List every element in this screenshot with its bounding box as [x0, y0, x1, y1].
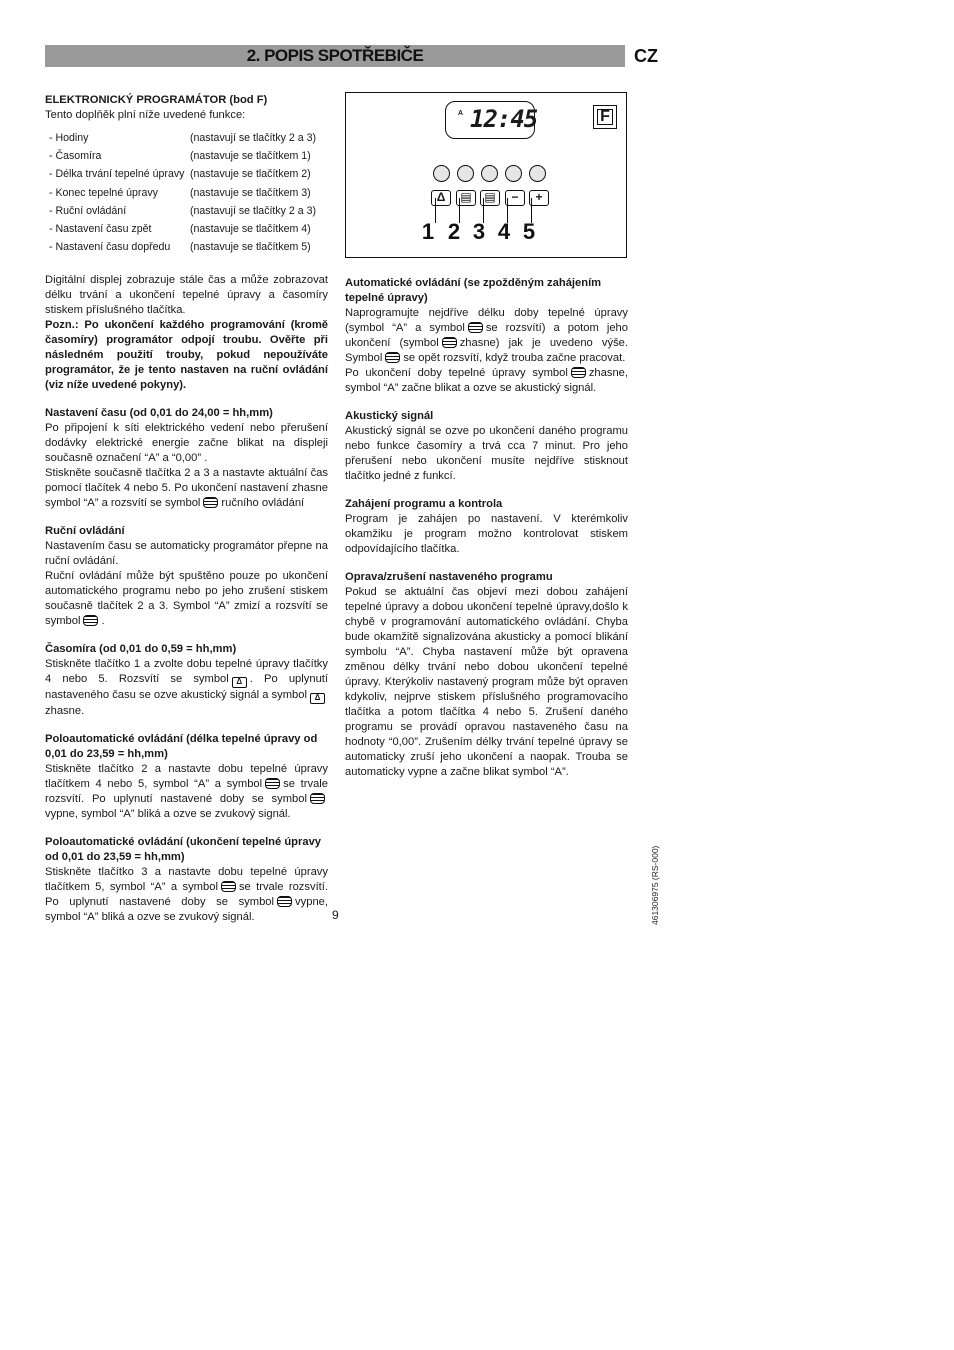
acoustic-section: [345, 409, 628, 484]
function-item: [49, 184, 328, 202]
button-number: 4: [497, 219, 511, 244]
document-code: 461306975 (RS-000): [650, 845, 660, 925]
button-number: 5: [522, 219, 536, 244]
oven-duration-icon: ▤: [456, 190, 476, 206]
time-setting-section: [45, 406, 328, 511]
text-run: se opět rozsvítí, když trouba začne pracovat.: [403, 352, 626, 364]
function-list: [49, 129, 328, 257]
auto-section: [345, 276, 628, 396]
semi-auto-end-p1: [45, 865, 328, 925]
timer-section: [45, 642, 328, 719]
start-section: [345, 497, 628, 557]
text-run: Stiskněte tlačítko 3 a nastavte dobu tepelné úpravy tlačítkem 5, symbol “A” a symbol: [45, 866, 328, 894]
function-name: - Nastavení času zpět: [49, 223, 152, 236]
section-header-bar: [45, 45, 625, 67]
section-title: 2. POPIS SPOTŘEBIČE: [246, 46, 424, 65]
text-run: vypne, symbol “A” bliká a ozve se zvukový signál.: [45, 896, 328, 924]
function-name: - Hodiny: [49, 131, 89, 144]
oven-icon: [442, 337, 457, 348]
intro-note: Pozn.: Po ukončení každého programování (kromě časomíry) programátor odpojí troubu. Ověřte při následném použití trouby, pokud nepoužíváte programátor, že je tento nastaven na ruční ovládání (viz níže uvedené pokyny).: [45, 319, 328, 392]
time-setting-p1: Po připojení k síti elektrického vedení nebo přerušení dodávky elektrické energie začne blikat na displeji současně označení “A” a “0,00” .: [45, 422, 328, 465]
bell-icon: [232, 677, 247, 688]
fix-section: [345, 570, 628, 780]
oven-icon: [83, 615, 98, 626]
button-3[interactable]: [481, 165, 498, 182]
semi-auto-duration-p1: [45, 762, 328, 822]
lcd-display: [445, 101, 538, 139]
text-run: Stiskněte současně tlačítka 2 a 3 a nastavte aktuální čas pomocí tlačítek 4 nebo 5. Po ukončení nastavení zhasne symbol “A” a rozsvítí se symbol: [45, 467, 328, 510]
text-run: . Po uplynutí nastaveného času se ozve akustický signál a symbol: [45, 673, 329, 702]
function-desc: (nastavuje se tlačítkem 4): [190, 223, 311, 236]
bell-icon: [310, 693, 325, 704]
text-run: Ruční ovládání může být spuštěno pouze po ukončení automatického programu nebo po jeho zrušení stiskem současně tlačítek 2 a 3. Symbol “A” zmizí a rozsvítí se symbol: [45, 570, 328, 628]
function-desc: (nastavují se tlačítky 2 a 3): [190, 131, 317, 144]
fix-p1: Pokud se aktuální čas objeví mezi dobou zahájení tepelné úpravy a dobou ukončení tepelné úpravy,došlo k chybě v programování automatického ovládání. Chyba bude okamžitě signalizována akusticky a pomocí blikání symbolu “A”. Chyba nastavení může být opravena změnou délky trvání nebo dobou ukončení tepelné úpravy. Kterýkoliv nastavený program může být opraven kdykoliv, nejprve stiskem příslušného programovacího tlačítka a potom tlačítka 4 nebo 5. Zrušení daného programu se provádí opravou nastaveného času na hodnoty “0,00”. Zrušením délky trvání tepelné úpravy se automaticky zruší jeho ukončení a naopak. Trouba se automaticky vypne a začne blikat symbol “A”.: [345, 586, 628, 778]
intro-lead: Tento doplňěk plní níže uvedené funkce:: [45, 109, 246, 121]
programmer-diagram: [345, 92, 627, 258]
plus-icon: +: [529, 190, 549, 206]
text-run: se trvale rozsvítí. Po uplynutí nastavené doby se symbol: [45, 778, 328, 806]
page-number: 9: [332, 908, 339, 922]
function-item: [49, 166, 328, 184]
function-desc: (nastavují se tlačítky 2 a 3): [190, 204, 317, 217]
semi-auto-end-heading: Poloautomatické ovládání (ukončení tepelné úpravy od 0,01 do 23,59 = hh,mm): [45, 836, 322, 864]
function-desc: (nastavuje se tlačítkem 1): [190, 149, 311, 162]
button-2[interactable]: [457, 165, 474, 182]
time-setting-p2: [45, 466, 328, 511]
minus-icon: −: [505, 190, 525, 206]
button-4[interactable]: [505, 165, 522, 182]
oven-icon: [571, 367, 586, 378]
start-p1: Program je zahájen po nastavení. V kterémkoliv okamžiku je program možno kontrolovat stiskem odpovídajícího tlačítka.: [345, 513, 628, 555]
function-item: [49, 147, 328, 165]
semi-auto-duration-heading: Poloautomatické ovládání (délka tepelné úpravy od 0,01 do 23,59 = hh,mm): [45, 733, 318, 761]
oven-end-icon: ▤: [480, 190, 500, 206]
button-number: 2: [447, 219, 461, 244]
text-run: se trvale rozsvítí. Po uplynutí nastavené doby se symbol: [45, 881, 329, 909]
button-5[interactable]: [529, 165, 546, 182]
left-column: [45, 93, 328, 938]
function-item: [49, 129, 328, 147]
text-run: Naprogramujte nejdříve délku doby tepelné úpravy (symbol “A” a symbol: [345, 307, 628, 334]
oven-icon: [221, 881, 236, 892]
function-name: - Délka trvání tepelné úpravy: [49, 168, 185, 181]
intro-heading: ELEKTRONICKÝ PROGRAMÁTOR (bod F): [45, 94, 268, 106]
button-number: 3: [472, 219, 486, 244]
button-number: 1: [421, 219, 435, 244]
auto-p2: [345, 366, 628, 396]
auto-heading: Automatické ovládání (se zpožděným zahájením tepelné úpravy): [345, 277, 602, 304]
function-item: [49, 202, 328, 220]
intro-section: [45, 273, 328, 393]
acoustic-heading: Akustický signál: [345, 410, 434, 422]
function-name: - Nastavení času dopředu: [49, 241, 171, 254]
text-run: zhasne.: [45, 705, 85, 718]
text-run: se rozsvítí) a potom jeho ukončení (symbol: [345, 322, 629, 349]
bell-icon: Δ: [431, 190, 451, 206]
oven-icon: [277, 896, 292, 907]
oven-icon: [310, 793, 325, 804]
fix-heading: Oprava/zrušení nastaveného programu: [345, 571, 553, 583]
semi-auto-end-section: [45, 835, 328, 925]
start-heading: Zahájení programu a kontrola: [345, 498, 503, 510]
time-setting-heading: Nastavení času (od 0,01 do 24,00 = hh,mm): [45, 407, 273, 420]
timer-p1: [45, 657, 328, 719]
text-run: vypne, symbol “A” bliká a ozve se zvukový signál.: [45, 808, 291, 821]
auto-p1: [345, 306, 628, 366]
f-label: F: [593, 105, 617, 129]
lcd-time: 12:45: [470, 105, 538, 133]
function-item: [49, 239, 328, 257]
text-run: zhasne, symbol “A” začne blikat a ozve se akustický signál.: [345, 367, 628, 394]
manual-p1: Nastavením času se automaticky programátor přepne na ruční ovládání.: [45, 540, 328, 568]
oven-icon: [265, 778, 280, 789]
text-run: Stiskněte tlačítko 2 a nastavte dobu tepelné úpravy tlačítkem 4 nebo 5, symbol “A” a symbol: [45, 763, 328, 791]
oven-icon: [468, 322, 483, 333]
function-desc: (nastavuje se tlačítkem 2): [190, 168, 311, 181]
function-desc: (nastavuje se tlačítkem 3): [190, 186, 311, 199]
oven-icon: [203, 497, 218, 508]
function-item: [49, 220, 328, 238]
intro-paragraph: Digitální displej zobrazuje stále čas a může zobrazovat délku trvání a ukončení tepelné úpravy a časomíry stiskem příslušného tlačítka.: [45, 274, 328, 317]
function-name: - Konec tepelné úpravy: [49, 186, 158, 199]
manual-heading: Ruční ovládání: [45, 525, 125, 538]
function-name: - Časomíra: [49, 149, 102, 162]
text-run: ručního ovládání: [221, 497, 305, 510]
timer-heading: Časomíra (od 0,01 do 0,59 = hh,mm): [45, 643, 237, 656]
text-run: .: [101, 615, 105, 628]
text-run: zhasne) jak je uvedeno výše. Symbol: [345, 337, 628, 364]
acoustic-p1: Akustický signál se ozve po ukončení daného programu nebo funkce časomíry a trvá cca 7 minut. Pro jeho přerušení nebo ukončení musíte nejdříve stisknout tlačítko jedné z funkcí.: [345, 425, 628, 482]
button-1[interactable]: [433, 165, 450, 182]
manual-section: [45, 524, 328, 629]
language-code: CZ: [634, 46, 658, 66]
text-run: Po ukončení doby tepelné úpravy symbol: [345, 367, 568, 379]
oven-icon: [385, 352, 400, 363]
manual-p2: [45, 569, 328, 629]
right-column: [345, 276, 628, 793]
lcd-indicator: A: [458, 110, 464, 117]
text-run: Stiskněte tlačítko 1 a zvolte dobu tepelné úpravy tlačítky 4 nebo 5. Rozsvítí se symbol: [45, 658, 328, 686]
semi-auto-duration-section: [45, 732, 328, 822]
function-desc: (nastavuje se tlačítkem 5): [190, 241, 311, 254]
function-name: - Ruční ovládání: [49, 204, 127, 217]
